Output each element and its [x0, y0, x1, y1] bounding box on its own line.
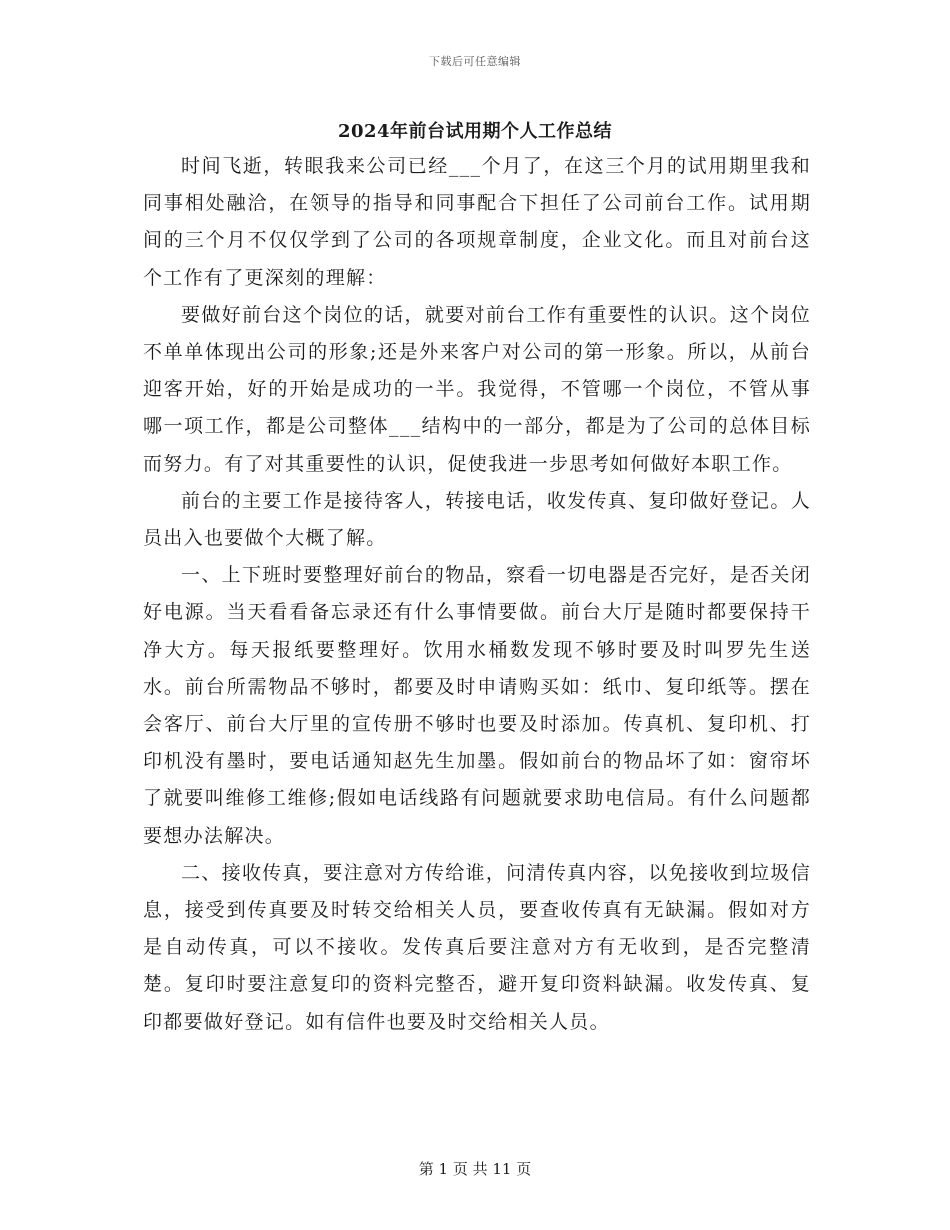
paragraph-duty-two: 二、接收传真，要注意对方传给谁，问清传真内容，以免接收到垃圾信息，接受到传真要及时转交给相关人员，要查收传真有无缺漏。假如对方是自动传真，可以不接收。发传真后要注意对方有无收到，是否完整清楚。复印时要注意复印的资料完整否，避开复印资料缺漏。收发传真、复印都要做好登记。如有信件也要及时交给相关人员。 [143, 861, 811, 1033]
paragraph-duty-one: 一、上下班时要整理好前台的物品，察看一切电器是否完好，是否关闭好电源。当天看看备忘录还有什么事情要做。前台大厅是随时都要保持干净大方。每天报纸要整理好。饮用水桶数发现不够时要及时叫罗先生送水。前台所需物品不够时，都要及时申请购买如：纸巾、复印纸等。摆在会客厅、前台大厅里的宣传册不够时也要及时添加。传真机、复印机、打印机没有墨时，要电话通知赵先生加墨。假如前台的物品坏了如：窗帘坏了就要叫维修工维修;假如电话线路有问题就要求助电信局。有什么问题都要想办法解决。 [143, 564, 811, 847]
document-body [143, 148, 811, 1041]
page-number: 第 1 页 共 11 页 [418, 1160, 532, 1178]
paragraph-intro: 时间飞逝，转眼我来公司已经___个月了，在这三个月的试用期里我和同事相处融洽，在领导的指导和同事配合下担任了公司前台工作。试用期间的三个月不仅仅学到了公司的各项规章制度，企业文化。而且对前台这个工作有了更深刻的理解： [143, 155, 811, 289]
paragraph-importance: 要做好前台这个岗位的话，就要对前台工作有重要性的认识。这个岗位不单单体现出公司的形象;还是外来客户对公司的第一形象。所以，从前台迎客开始，好的开始是成功的一半。我觉得，不管哪一个岗位，不管从事哪一项工作，都是公司整体___结构中的一部分，都是为了公司的总体目标而努力。有了对其重要性的认识，促使我进一步思考如何做好本职工作。 [143, 303, 811, 475]
document-title: 2024年前台试用期个人工作总结 [337, 121, 613, 142]
header-note: 下载后可任意编辑 [429, 55, 521, 68]
paragraph-main-duties: 前台的主要工作是接待客人，转接电话，收发传真、复印做好登记。人员出入也要做个大概了解。 [143, 489, 811, 550]
